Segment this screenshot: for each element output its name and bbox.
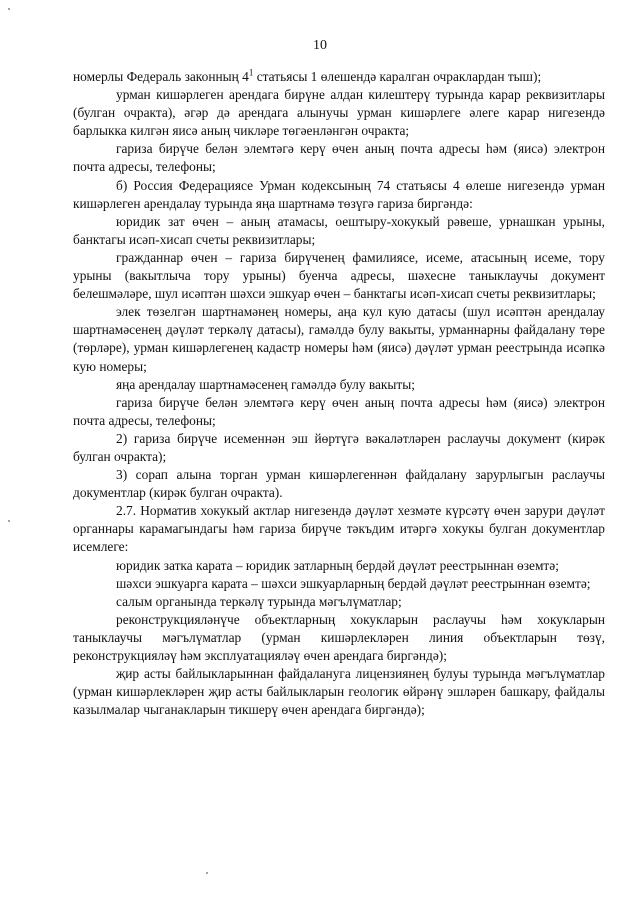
paragraph: юридик зат өчен – аның атамасы, оештыру-хокукый рәвеше, урнашкан урыны, банктагы исәп-хисап счеты реквизитлары; — [73, 213, 605, 247]
paragraph: юридик затка карата – юридик затларның бердәй дәүләт реестрыннан өземтә; — [116, 557, 559, 573]
scan-speck — [206, 872, 208, 874]
paragraph: элек төзелгән шартнамәнең номеры, аңа кул кую датасы (шул исәптән арендалау шартнамәсенең дәүләт теркәлү датасы), гамәлдә булу вакыты, урманнарны файдалану төре (төрләре), урман кишәрлегенең кадастр номеры һәм (яисә) дәүләт урман реестрында исәпкә кую номеры; — [73, 304, 605, 374]
body-text — [73, 68, 605, 719]
paragraph: 2.7. Норматив хокукый актлар нигезендә дәүләт хезмәте күрсәтү өчен зарури дәүләт органнары карамагындагы һәм гариза бирүче тәкъдим итәргә хокукы булган документлар исемлеге: — [73, 503, 605, 555]
scan-speck — [8, 520, 10, 522]
paragraph: реконструкцияләнүче объектларның хокукларын раслаучы һәм хокукларын таныклаучы мәгълүматлар (урман кишәрлекләрен линия объектларын төзү, реконструкцияләү һәм эксплуатацияләү өчен арендага биргәндә); — [73, 611, 605, 663]
paragraph: урман кишәрлеген арендага бирүне алдан килештерү турында карар реквизитлары (булган очракта), әгәр дә арендага алынучы урман кишәрлеге әлеге карар нигезендә барлыкка килгән яисә аның чикләре төгәенләнгән очракта; — [73, 87, 605, 139]
paragraph: салым органында теркәлү турында мәгълүматлар; — [116, 593, 402, 609]
paragraph-text: номерлы Федераль законның 4 — [73, 69, 249, 84]
paragraph: б) Россия Федерациясе Урман кодексының 74 статьясы 4 өлеше нигезендә урман кишәрлеген арендалау турында яңа шартнамә төзүгә гариза биргәндә: — [73, 177, 605, 211]
paragraph — [73, 68, 605, 86]
paragraph: яңа арендалау шартнамәсенең гамәлдә булу вакыты; — [116, 376, 415, 392]
paragraph: җир асты байлыкларыннан файдалануга лицензиянең булуы турында мәгълүматлар (урман кишәрлекләрен җир асты байлыкларын геологик өйрәнү эшләрен башкару, файдалы казылмалар чыганакларын тикшерү өчен арендага биргәндә); — [73, 666, 605, 718]
page-number: 10 — [313, 38, 327, 53]
superscript: 1 — [248, 67, 254, 78]
paragraph: гариза бирүче белән элемтәгә керү өчен аның почта адресы һәм (яисә) электрон почта адресы, телефоны; — [73, 394, 605, 428]
paragraph: гражданнар өчен – гариза бирүченең фамилиясе, исеме, атасының исеме, тору урыны (вакытлыча тору урыны) буенча адресы, шәхесне таныклаучы документ белешмәләре, шул исәптән шәхси эшкуар өчен – банктагы исәп-хисап счеты реквизитлары; — [73, 249, 605, 302]
paragraph: шәхси эшкуарга карата – шәхси эшкуарларның бердәй дәүләт реестрыннан өземтә; — [116, 575, 591, 591]
paragraph-text: статьясы 1 өлешендә каралган очраклардан тыш); — [253, 69, 542, 84]
paragraph: 3) сорап алына торган урман кишәрлегеннән файдалану зарурлыгын раслаучы документлар (кирәк булган очракта). — [73, 467, 605, 501]
paragraph: гариза бирүче белән элемтәгә керү өчен аның почта адресы һәм (яисә) электрон почта адресы, телефоны; — [73, 141, 605, 175]
paragraph: 2) гариза бирүче исеменнән эш йөртүгә вәкаләтләрен раслаучы документ (кирәк булган очракта); — [73, 430, 605, 464]
scan-speck — [8, 8, 10, 10]
